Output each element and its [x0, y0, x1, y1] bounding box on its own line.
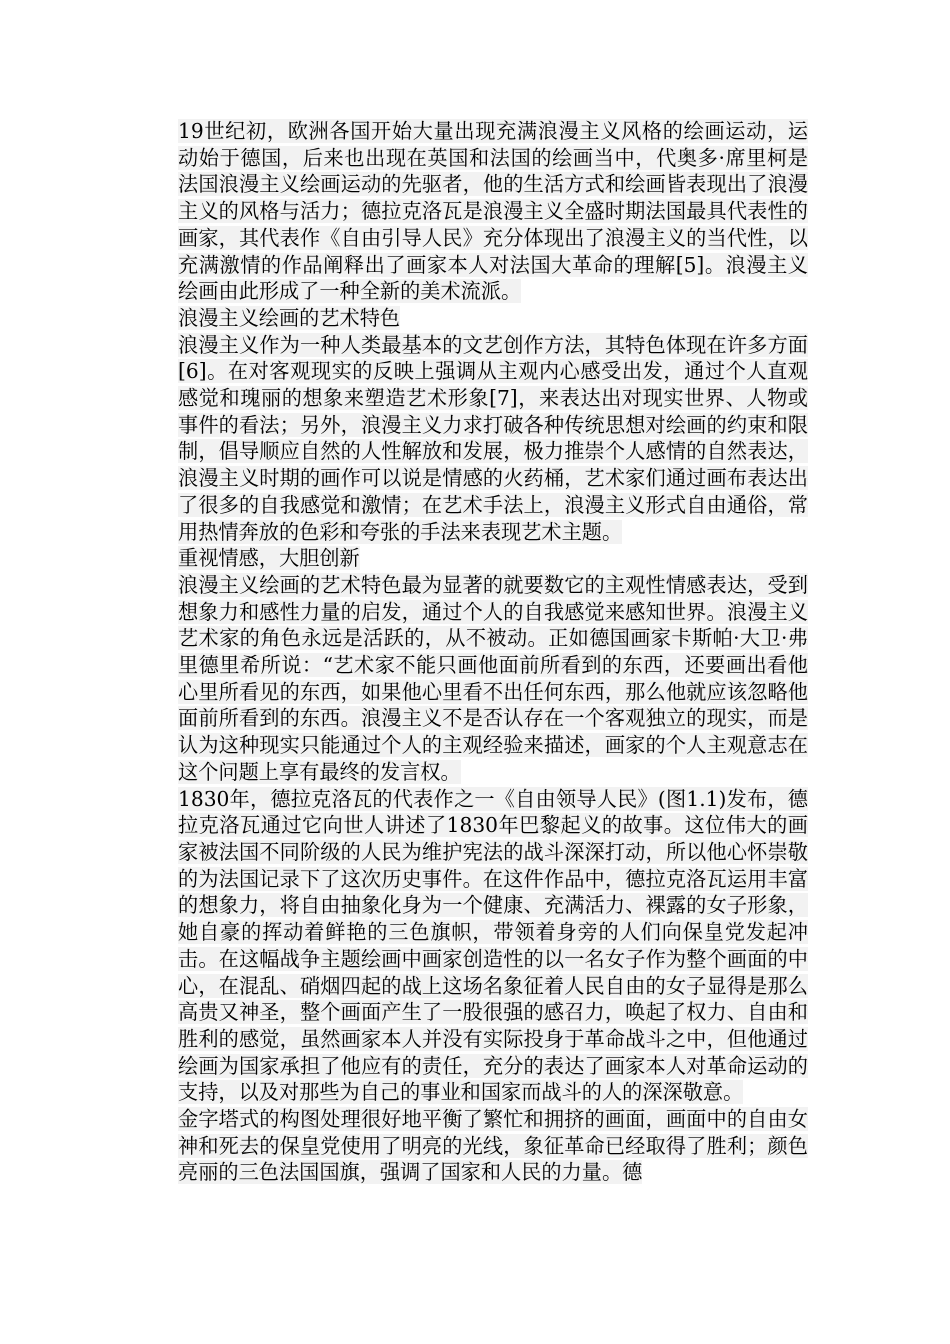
section-heading-features — [178, 305, 808, 332]
paragraph-features — [178, 332, 808, 546]
heading-text: 重视情感，大胆创新 — [178, 546, 360, 571]
paragraph-composition — [178, 1106, 808, 1186]
heading-text: 浪漫主义绘画的艺术特色 — [178, 305, 401, 330]
paragraph-liberty — [178, 786, 808, 1106]
paragraph-emotion — [178, 572, 808, 786]
paragraph-text: 浪漫主义绘画的艺术特色最为显著的就要数它的主观性情感表达，受到想象力和感性力量的启发，通过个人的自我感觉来感知世界。浪漫主义艺术家的角色永远是活跃的，从不被动。正如德国画家卡斯帕·大卫·弗里德里希所说：“艺术家不能只画他面前所看到的东西，还要画出看他心里所看见的东西，如果他心里看不出任何东西，那么他就应该忽略他面前所看到的东西。浪漫主义不是否认存在一个客观独立的现实，而是认为这种现实只能通过个人的主观经验来描述，画家的个人主观意志在这个问题上享有最终的发言权。 — [178, 572, 808, 784]
paragraph-text: 金字塔式的构图处理很好地平衡了繁忙和拥挤的画面，画面中的自由女神和死去的保皇党使用了明亮的光线，象征革命已经取得了胜利；颜色亮丽的三色法国国旗，强调了国家和人民的力量。德 — [178, 1107, 808, 1185]
section-heading-emotion — [178, 545, 808, 572]
paragraph-text: 1830年，德拉克洛瓦的代表作之一《自由领导人民》(图1.1)发布，德拉克洛瓦通过它向世人讲述了1830年巴黎起义的故事。这位伟大的画家被法国不同阶级的人民为维护宪法的战斗深深打动，所以他心怀崇敬的为法国记录下了这次历史事件。在这件作品中，德拉克洛瓦运用丰富的想象力，将自由抽象化身为一个健康、充满活力、裸露的女子形象，她自豪的挥动着鲜艳的三色旗帜，带领着身旁的人们向保皇党发起冲击。在这幅战争主题绘画中画家创造性的以一名女子作为整个画面的中心，在混乱、硝烟四起的战上这场名象征着人民自由的女子显得是那么高贵又神圣，整个画面产生了一股很强的感召力，唤起了权力、自由和胜利的感觉，虽然画家本人并没有实际投身于革命战斗之中，但他通过绘画为国家承担了他应有的责任，充分的表达了画家本人对革命运动的支持，以及对那些为自己的事业和国家而战斗的人的深深敬意。 — [178, 786, 808, 1105]
paragraph-text: 浪漫主义作为一种人类最基本的文艺创作方法，其特色体现在许多方面[6]。在对客观现实的反映上强调从主观内心感受出发，通过个人直观感觉和瑰丽的想象来塑造艺术形象[7]，来表达出对现实世界、人物或事件的看法；另外，浪漫主义力求打破各种传统思想对绘画的约束和限制，倡导顺应自然的人性解放和发展，极力推崇个人感情的自然表达，浪漫主义时期的画作可以说是情感的火药桶，艺术家们通过画布表达出了很多的自我感觉和激情；在艺术手法上，浪漫主义形式自由通俗，常用热情奔放的色彩和夸张的手法来表现艺术主题。 — [178, 332, 808, 544]
paragraph-text: 19世纪初，欧洲各国开始大量出现充满浪漫主义风格的绘画运动，运动始于德国，后来也出现在英国和法国的绘画当中，代奥多·席里柯是法国浪漫主义绘画运动的先驱者，他的生活方式和绘画皆表现出了浪漫主义的风格与活力；德拉克洛瓦是浪漫主义全盛时期法国最具代表性的画家，其代表作《自由引导人民》充分体现出了浪漫主义的当代性，以充满激情的作品阐释出了画家本人对法国大革命的理解[5]。浪漫主义绘画由此形成了一种全新的美术流派。 — [178, 119, 808, 304]
document-body — [178, 118, 808, 1186]
paragraph-intro — [178, 118, 808, 305]
